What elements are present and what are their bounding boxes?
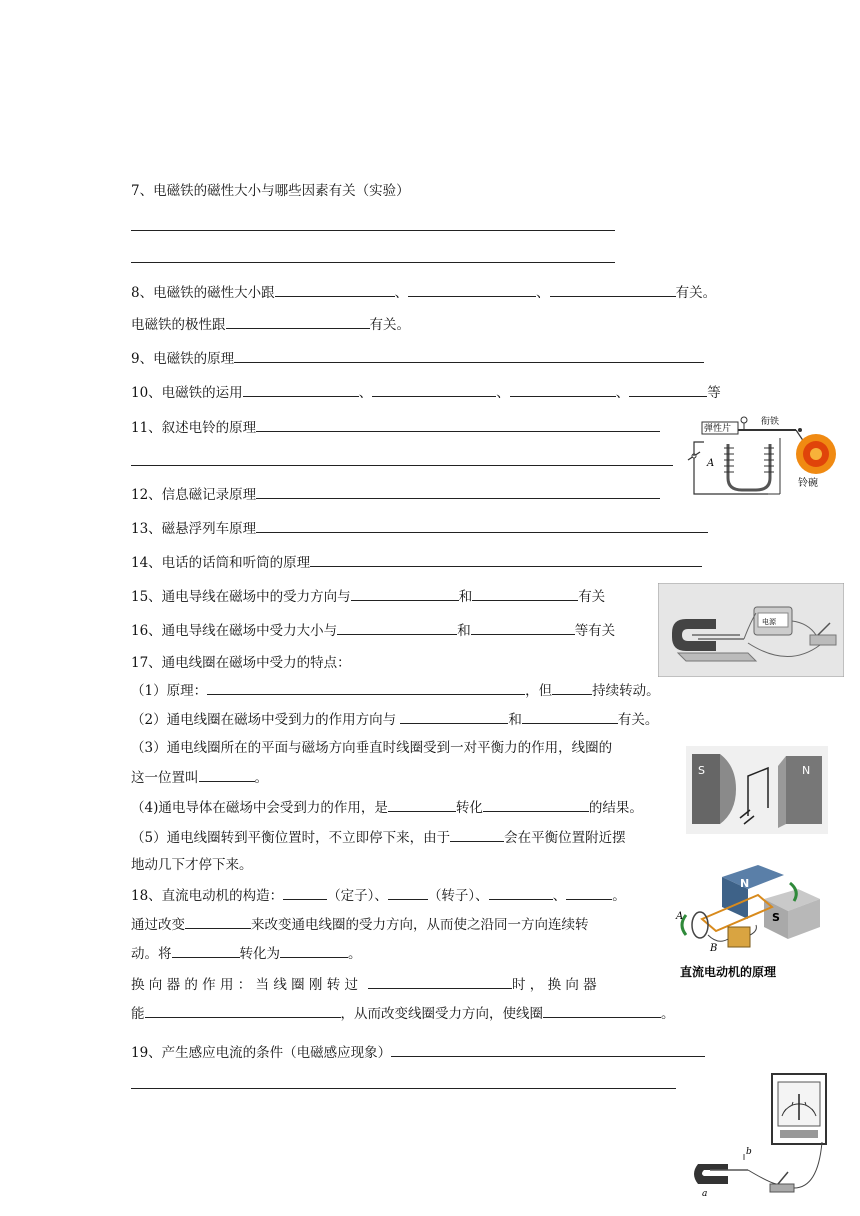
q7-answer-line-2[interactable] [131,262,615,263]
q8-line1: 8、电磁铁的磁性大小跟 、 、 有关。 [131,282,716,303]
q11-line: 11、叙述电铃的原理 [131,417,660,438]
q16-blank-2[interactable] [471,620,575,635]
electric-bell-figure [680,408,840,500]
q17-s1-blank-1[interactable] [207,680,525,695]
q17-s4: （4)通电导体在磁场中会受到力的作用，是 转化 的结果。 [131,797,643,818]
power-source-label: 电源 [762,618,776,626]
q13-line: 13、磁悬浮列车原理 [131,518,708,539]
q17-s4-blank-2[interactable] [483,797,589,812]
wire-b-label: b [746,1147,752,1157]
q17-s5-blank[interactable] [450,827,504,842]
q18-blank-4[interactable] [566,885,612,900]
wire-a-label: a [702,1189,708,1199]
motor-caption: 直流电动机的原理 [680,965,777,979]
dc-motor-figure [672,855,828,985]
q18-blank-7[interactable] [280,943,348,958]
q15-line: 15、通电导线在磁场中的受力方向与 和 有关 [131,586,605,607]
q11-blank[interactable] [256,417,660,432]
q18-blank-stator[interactable] [283,885,327,900]
q17-s5-line2: 地动几下才停下来。 [131,857,253,873]
q18-line5: 能 ，从而改变线圈受力方向，使线圈 。 [131,1003,675,1024]
q12-blank[interactable] [256,484,660,499]
q18-line2: 通过改变 来改变通电线圈的受力方向，从而使之沿同一方向连续转 [131,914,589,935]
q18-blank-5[interactable] [185,914,251,929]
q10-line: 10、电磁铁的运用 、 、 、 等 [131,382,721,403]
induction-galvanometer-figure [688,1072,830,1202]
magnet-s-label: S [698,764,705,777]
q8-blank-4[interactable] [226,314,370,329]
q15-blank-1[interactable] [351,586,459,601]
q17-s3-line2: 这一位置叫 。 [131,767,268,788]
q17-s3-line1: （3）通电线圈所在的平面与磁场方向垂直时线圈受到一对平衡力的作用，线圈的 [131,740,613,756]
motor-n-label: N [740,877,750,890]
q17-title: 17、通电线圈在磁场中受力的特点： [131,655,351,671]
q18-line4: 换 向 器 的 作 用 ： 当 线 圈 刚 转 过 时 ， 换 向 器 [131,974,597,995]
q18-line1: 18、直流电动机的构造： （定子）、 （转子）、 、 。 [131,885,626,906]
q13-blank[interactable] [256,518,708,533]
q18-line3: 动。将 转化为 。 [131,943,362,964]
bell-point-label: A [707,458,715,469]
q18-blank-8[interactable] [368,974,512,989]
q10-blank-3[interactable] [510,382,616,397]
motor-s-label: S [772,911,780,924]
q18-blank-rotor[interactable] [388,885,428,900]
q11-answer-line-2[interactable] [131,465,673,466]
q18-blank-9[interactable] [145,1003,341,1018]
q15-blank-2[interactable] [472,586,578,601]
q8-blank-2[interactable] [408,282,536,297]
q17-s2-blank-2[interactable] [522,709,618,724]
bell-armature-label: 衔铁 [761,417,780,427]
q10-blank-4[interactable] [629,382,707,397]
q17-s1: （1）原理： ，但 持续转动。 [131,680,660,701]
q10-blank-1[interactable] [243,382,359,397]
q18-blank-6[interactable] [172,943,240,958]
q17-s3-blank[interactable] [199,767,255,782]
q17-s2-blank-1[interactable] [400,709,508,724]
q14-blank[interactable] [310,552,702,567]
q19-answer-line-2[interactable] [131,1088,676,1089]
motor-b-label: B [710,943,718,954]
q17-s4-blank-1[interactable] [388,797,456,812]
q12-line: 12、信息磁记录原理 [131,484,660,505]
magnet-n-label: N [802,764,811,777]
q8-blank-1[interactable] [275,282,395,297]
bell-bowl-label: 铃碗 [798,478,818,489]
q14-line: 14、电话的话筒和听筒的原理 [131,552,702,573]
q18-blank-10[interactable] [543,1003,661,1018]
q7-answer-line-1[interactable] [131,230,615,231]
q17-s1-blank-2[interactable] [552,680,592,695]
motor-a-label: A [676,911,684,922]
q8-line2: 电磁铁的极性跟 有关。 [131,314,410,335]
q19-line: 19、产生感应电流的条件（电磁感应现象） [131,1042,705,1063]
q18-blank-3[interactable] [489,885,553,900]
conductor-force-figure [658,583,844,677]
coil-magnets-figure [686,746,828,834]
q17-s5-line1: （5）通电线圈转到平衡位置时，不立即停下来，由于 会在平衡位置附近摆 [131,827,626,848]
q16-line: 16、通电导线在磁场中受力大小与 和 等有关 [131,620,615,641]
q7-text: 7、电磁铁的磁性大小与哪些因素有关（实验） [131,183,410,199]
bell-spring-label: 弹性片 [704,424,732,434]
q9-line: 9、电磁铁的原理 [131,348,704,369]
q9-blank[interactable] [234,348,704,363]
q8-blank-3[interactable] [550,282,676,297]
q19-blank[interactable] [391,1042,705,1057]
q16-blank-1[interactable] [337,620,457,635]
q17-s2: （2）通电线圈在磁场中受到力的作用方向与 和 有关。 [131,709,658,730]
q10-blank-2[interactable] [372,382,496,397]
